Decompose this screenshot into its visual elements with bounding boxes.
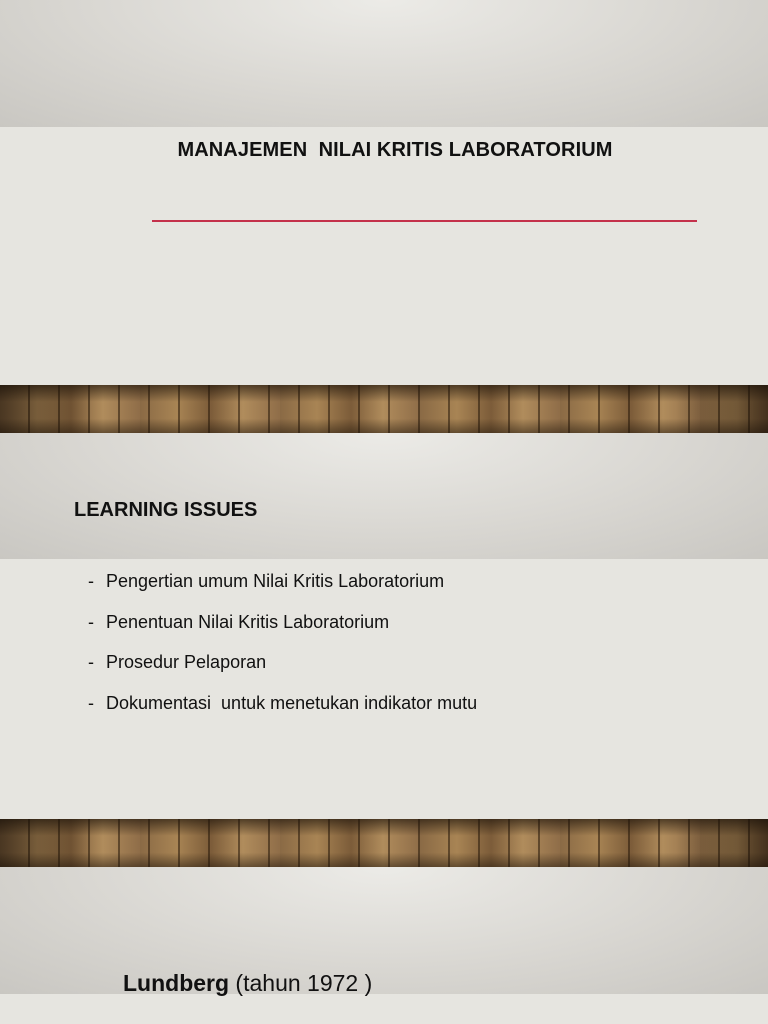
- slide1-wall-top: [0, 0, 768, 127]
- slide1-accent-rule: [152, 220, 697, 222]
- slide3-wall-top: [0, 867, 768, 994]
- slide3-heading: [123, 970, 372, 997]
- list-item: [88, 691, 477, 732]
- slide1-title-band: [0, 127, 768, 385]
- bullet-dash: -: [88, 652, 94, 672]
- slide1-title: MANAJEMEN NILAI KRITIS LABORATORIUM: [177, 139, 613, 161]
- bullet-dash: -: [88, 692, 94, 713]
- slide1-wood-floor: [0, 385, 768, 433]
- list-item: [88, 610, 477, 651]
- slide3-content-band: [0, 994, 768, 1024]
- learning-issues-list: [88, 569, 477, 731]
- author-name: Lundberg: [123, 970, 230, 996]
- list-item-text: Penentuan Nilai Kritis Laboratorium: [106, 611, 390, 632]
- bullet-dash: -: [88, 571, 94, 591]
- slide2-wall-top: [0, 433, 768, 559]
- list-item: [88, 650, 477, 691]
- list-item-text: Dokumentasi untuk menetukan indikator mutu: [106, 692, 478, 713]
- slide2-wood-floor: [0, 819, 768, 867]
- bullet-dash: -: [88, 611, 94, 632]
- list-item-text: Prosedur Pelaporan: [106, 652, 267, 672]
- slide2-title: LEARNING ISSUES: [74, 499, 258, 521]
- list-item-text: Pengertian umum Nilai Kritis Laboratorium: [106, 571, 445, 591]
- author-year: (tahun 1972 ): [229, 970, 373, 996]
- list-item: [88, 569, 477, 610]
